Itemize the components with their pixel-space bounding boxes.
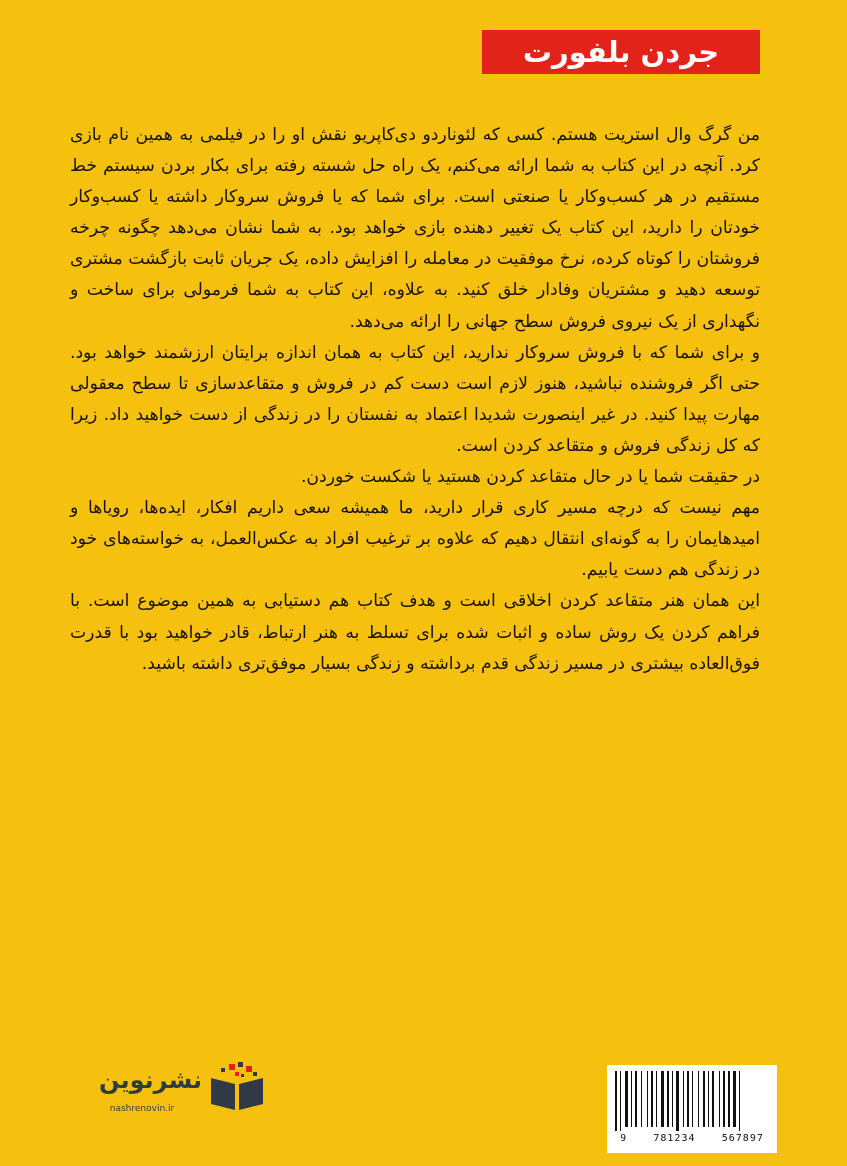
barcode-bar [676, 1071, 679, 1131]
barcode-bar [739, 1071, 740, 1131]
barcode-bars [615, 1071, 769, 1131]
barcode-bar [625, 1071, 628, 1127]
barcode-bar [661, 1071, 664, 1127]
barcode-bar [692, 1071, 693, 1127]
barcode-digits [607, 1133, 777, 1144]
barcode-bar [635, 1071, 637, 1127]
barcode-bar [656, 1071, 657, 1127]
barcode-bar [667, 1071, 669, 1127]
barcode-bar [703, 1071, 705, 1127]
publisher-mark [82, 1062, 282, 1128]
barcode-digit-group: 567897 [721, 1133, 764, 1144]
blurb-paragraph: من گرگ وال استریت هستم. کسی که لئوناردو دی‌کاپریو نقش او را در فیلمی به همین نام بازی کرد. آنچه در این کتاب به شما ارائه می‌کنم، یک راه حل شسته رفته برای بکار بردن سیستم خط مستقیم در هر کسب‌وکار یا صنعتی است. برای شما که یا فروش سروکار داشته یا کسب‌وکار خودتان را دارید، این کتاب یک تغییر دهنده بازی خواهد بود. به شما نشان می‌دهد چگونه چرخه فروشتان را کوتاه کرده، نرخ موفقیت در معامله را افزایش داده، یک جریان ثابت بازگشت مشتری توسعه دهید و مشتریان وفادار خلق کنید. به علاوه، این کتاب به شما فرمولی برای ساخت و نگهداری از یک نیروی فروش سطح جهانی را ارائه می‌دهد. [70, 125, 760, 332]
blurb-paragraph: و برای شما که با فروش سروکار ندارید، این کتاب به همان اندازه برایتان ارزشمند خواهد بود. حتی اگر فروشنده نباشید، هنوز لازم است دست کم در فروش و متقاعدسازی تا سطح معقولی مهارت پیدا کنید. در غیر اینصورت شدیدا اعتماد به نفستان را در زندگی از دست خواهید داد. زیرا که کل زندگی فروش و متقاعد کردن است. [70, 342, 760, 456]
barcode-bar [651, 1071, 653, 1127]
blurb-paragraph: مهم نیست که درچه مسیر کاری قرار دارید، ما همیشه سعی داریم افکار، ایده‌ها، رویاها و امیدهایمان را به گونه‌ای انتقال دهیم که علاوه بر ترغیب افراد به عکس‌العمل، به خواسته‌های خود در زندگی هم دست یابیم. [70, 498, 760, 581]
isbn-barcode [607, 1065, 777, 1153]
back-cover-blurb [70, 120, 760, 680]
author-name-banner [482, 30, 760, 74]
barcode-bar [708, 1071, 709, 1127]
publisher-logo-icon [207, 1062, 267, 1112]
blurb-paragraph: این همان هنر متقاعد کردن اخلاقی است و هدف کتاب هم دستیابی به همین موضوع است. با فراهم کردن یک روش ساده و اثبات شده برای تسلط به هنر ارتباط، قادر خواهید بود با قدرت فوق‌العاده بیشتری در مسیر زندگی قدم برداشته و زندگی بسیار موفق‌تری داشته باشید. [70, 591, 760, 674]
author-name: جردن بلفورت [522, 35, 720, 69]
barcode-bar [641, 1071, 642, 1127]
barcode-bar [728, 1071, 730, 1127]
barcode-bar [672, 1071, 673, 1127]
barcode-bar [631, 1071, 632, 1127]
blurb-paragraph: در حقیقت شما یا در حال متقاعد کردن هستید یا شکست خوردن. [300, 467, 760, 488]
barcode-digit-group: 781234 [653, 1133, 696, 1144]
barcode-bar [733, 1071, 736, 1127]
barcode-bar [615, 1071, 617, 1131]
barcode-bar [698, 1071, 699, 1127]
barcode-bar [723, 1071, 725, 1127]
barcode-bar [683, 1071, 684, 1127]
barcode-bar [647, 1071, 648, 1127]
barcode-bar [620, 1071, 621, 1131]
publisher-name: نشرنوین [98, 1066, 202, 1094]
barcode-digit-group: 9 [620, 1133, 628, 1144]
barcode-bar [712, 1071, 714, 1127]
barcode-bar [719, 1071, 720, 1127]
barcode-bar [687, 1071, 689, 1127]
publisher-url: nashrenovin.ir [109, 1104, 175, 1114]
